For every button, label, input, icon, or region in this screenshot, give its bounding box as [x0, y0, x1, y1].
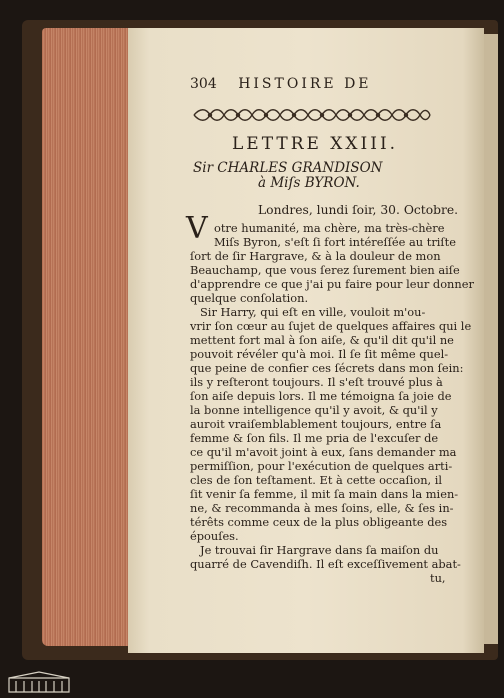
body-line: vrir ſon cœur au ſujet de quelques affaires qui le	[190, 319, 472, 333]
body-line: ſit venir ſa femme, il mit ſa main dans la mien-	[190, 487, 459, 501]
catchword: tu,	[430, 571, 446, 585]
body-line: quarré de Cavendiſh. Il eſt exceſſivement abat-	[190, 557, 461, 571]
body-line: Beauchamp, que vous ſerez ſurement bien aiſe	[190, 263, 460, 277]
body-line: épouſes.	[190, 529, 239, 543]
address-line-1: Sir CHARLES GRANDISON	[193, 160, 383, 176]
body-line: ne, & recommanda à mes ſoins, elle, & ſes in-	[190, 501, 454, 515]
body-line: Miſs Byron, s'eſt ſi fort intéreſſée au triſte	[214, 235, 456, 249]
letter-title: LETTRE XXIII.	[232, 134, 399, 154]
body-line: d'apprendre ce que j'ai pu faire pour leur donner	[190, 277, 474, 291]
body-line: ſon aiſe depuis lors. Il me témoigna ſa joie de	[190, 389, 452, 403]
page-number: 304	[190, 76, 217, 92]
body-line: mettent fort mal à ſon aiſe, & qu'il dit qu'il ne	[190, 333, 454, 347]
body-line: ſort de ſir Hargrave, & à la douleur de mon	[190, 249, 441, 263]
page-edges	[42, 28, 130, 646]
body-line: pouvoit révéler qu'à moi. Il ſe ſit même quel-	[190, 347, 449, 361]
body-line: otre humanité, ma chère, ma très-chère	[214, 221, 445, 235]
facing-page-edge	[482, 34, 498, 644]
body-line: cles de ſon teſtament. Et à cette occaſion, il	[190, 473, 443, 487]
running-title: HISTOIRE DE	[238, 76, 372, 92]
drop-initial: V	[186, 211, 208, 246]
body-line: ce qu'il m'avoit joint à eux, ſans demander ma	[190, 445, 457, 459]
body-line: auroit vraiſemblablement toujours, entre ſa	[190, 417, 442, 431]
body-line: Je trouvai ſir Hargrave dans ſa maiſon du	[200, 543, 439, 557]
running-head	[190, 76, 372, 92]
body-line: ils y reſteront toujours. Il s'eſt trouvé plus à	[190, 375, 443, 389]
ornament-band	[190, 106, 434, 124]
dateline: Londres, lundi ſoir, 30. Octobre.	[258, 203, 459, 217]
library-logo	[6, 670, 72, 694]
body-line: Sir Harry, qui eſt en ville, vouloit m'ou-	[200, 305, 426, 319]
body-line: permiſſion, pour l'exécution de quelques arti-	[190, 459, 453, 473]
body-line: femme & ſon fils. Il me pria de l'excuſer de	[190, 431, 439, 445]
body-line: que peine de confier ces ſécrets dans mon ſein:	[190, 361, 464, 375]
address-line-2: à Miſs BYRON.	[258, 175, 360, 191]
body-line: la bonne intelligence qu'il y avoit, & qu'il y	[190, 403, 438, 417]
body-line: quelque conſolation.	[190, 291, 309, 305]
body-line: térêts comme ceux de la plus obligeante des	[190, 515, 448, 529]
